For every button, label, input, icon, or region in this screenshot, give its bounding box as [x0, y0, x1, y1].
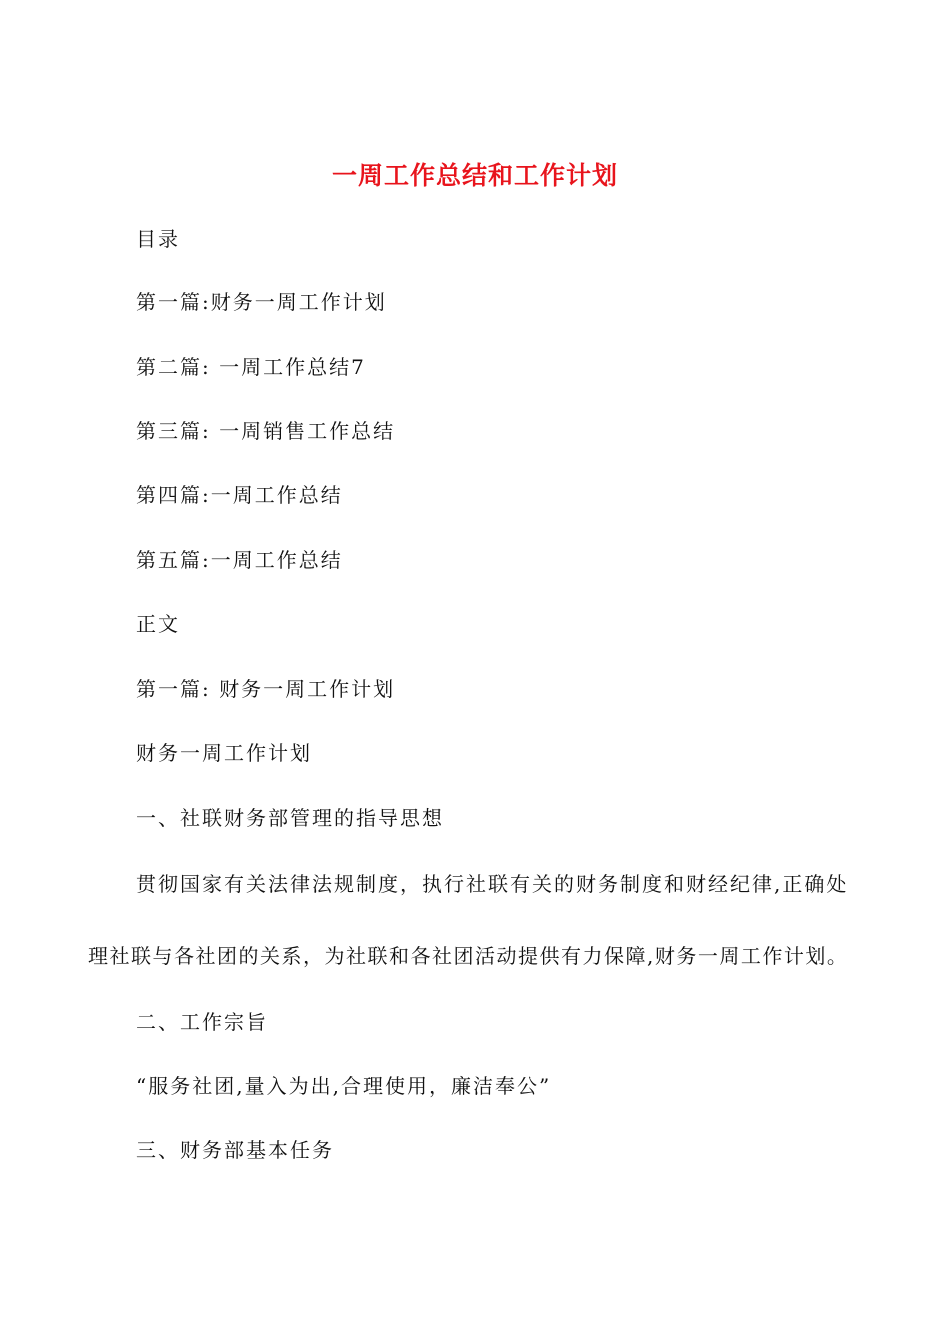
document-title: 一周工作总结和工作计划: [331, 161, 618, 190]
section-heading: 第一篇: 财务一周工作计划: [136, 677, 396, 701]
section-subtitle: 财务一周工作计划: [136, 741, 312, 765]
toc-heading: 目录: [136, 227, 180, 251]
quote-line: “服务社团,量入为出,合理使用，廉洁奉公”: [136, 1074, 552, 1098]
toc-item-2: 第二篇: 一周工作总结7: [136, 355, 366, 379]
toc-item-4: 第四篇:一周工作总结: [136, 483, 343, 507]
point-1-heading: 一、社联财务部管理的指导思想: [136, 806, 444, 830]
point-3-heading: 三、财务部基本任务: [136, 1138, 334, 1162]
paragraph-line-2: 理社联与各社团的关系，为社联和各社团活动提供有力保障,财务一周工作计划。: [88, 944, 849, 968]
body-heading: 正文: [136, 612, 180, 636]
toc-item-3: 第三篇: 一周销售工作总结: [136, 419, 396, 443]
paragraph-line-1: 贯彻国家有关法律法规制度，执行社联有关的财务制度和财经纪律,正确处: [136, 872, 849, 896]
toc-item-5: 第五篇:一周工作总结: [136, 548, 343, 572]
toc-item-1: 第一篇:财务一周工作计划: [136, 290, 387, 314]
point-2-heading: 二、工作宗旨: [136, 1010, 268, 1034]
